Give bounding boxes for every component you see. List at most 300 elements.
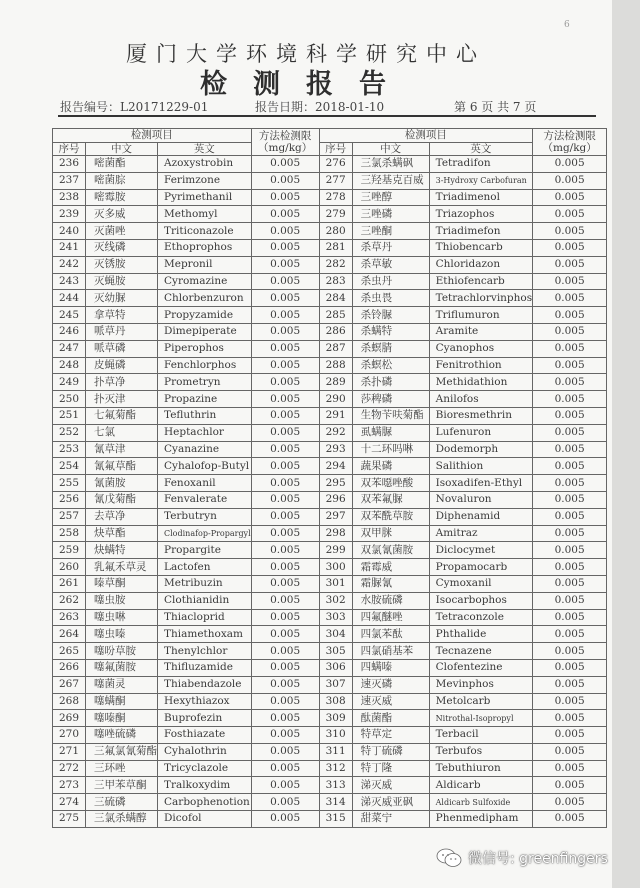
detection-limit: 0.005: [533, 643, 607, 660]
row-number: 291: [319, 407, 352, 424]
chinese-name: 灭锈胺: [86, 256, 158, 273]
row-number: 309: [319, 710, 352, 727]
english-name: Cyhalofop-Butyl: [158, 458, 252, 475]
chinese-name: 速灭磷: [352, 676, 429, 693]
chinese-name: 莎稗磷: [352, 391, 429, 408]
english-name: Salithion: [429, 458, 533, 475]
english-name: Cyanazine: [158, 441, 252, 458]
english-name: Thifluzamide: [158, 659, 252, 676]
detection-limit: 0.005: [251, 508, 319, 525]
english-name: Diclocymet: [429, 542, 533, 559]
chinese-name: 特丁隆: [352, 760, 429, 777]
english-name: Bioresmethrin: [429, 407, 533, 424]
table-row: [53, 424, 607, 441]
chinese-name: 虱螨脲: [352, 424, 429, 441]
row-number: 304: [319, 626, 352, 643]
chinese-name: 杀草丹: [352, 239, 429, 256]
table-row: [53, 407, 607, 424]
row-number: 295: [319, 475, 352, 492]
english-name: Metolcarb: [429, 693, 533, 710]
detection-limit: 0.005: [251, 659, 319, 676]
row-number: 268: [53, 693, 86, 710]
detection-limit: 0.005: [251, 189, 319, 206]
row-number: 279: [319, 206, 352, 223]
chinese-name: 三氯杀螨醇: [86, 811, 158, 828]
chinese-name: 扑草净: [86, 374, 158, 391]
english-name: Diphenamid: [429, 508, 533, 525]
row-number: 274: [53, 794, 86, 811]
chinese-name: 三羟基克百威: [352, 172, 429, 189]
table-row: [53, 239, 607, 256]
row-number: 300: [319, 559, 352, 576]
col-cn: 中文: [352, 142, 429, 156]
row-number: 285: [319, 307, 352, 324]
detection-limit: 0.005: [533, 626, 607, 643]
detection-limit: 0.005: [533, 475, 607, 492]
chinese-name: 灭菌唑: [86, 223, 158, 240]
detection-limit: 0.005: [251, 340, 319, 357]
english-name: Tetrachlorvinphos: [429, 290, 533, 307]
chinese-name: 三氯杀螨砜: [352, 156, 429, 173]
row-number: 312: [319, 760, 352, 777]
chinese-name: 嘧霉胺: [86, 189, 158, 206]
english-name: Prometryn: [158, 374, 252, 391]
detection-limit: 0.005: [251, 794, 319, 811]
limit-header-left: [251, 129, 319, 156]
report-number: 报告编号：L20171229-01: [60, 100, 209, 114]
row-number: 247: [53, 340, 86, 357]
chinese-name: 杀铃脲: [352, 307, 429, 324]
detection-limit: 0.005: [251, 626, 319, 643]
chinese-name: 三环唑: [86, 760, 158, 777]
table-row: [53, 172, 607, 189]
chinese-name: 哌草丹: [86, 323, 158, 340]
english-name: Clofentezine: [429, 659, 533, 676]
row-number: 297: [319, 508, 352, 525]
row-number: 308: [319, 693, 352, 710]
chinese-name: 杀虫丹: [352, 273, 429, 290]
english-name: Tefluthrin: [158, 407, 252, 424]
table-row: [53, 575, 607, 592]
row-number: 287: [319, 340, 352, 357]
detection-limit: 0.005: [251, 710, 319, 727]
detection-limit: 0.005: [251, 777, 319, 794]
detection-limit: 0.005: [251, 357, 319, 374]
english-name: Aldicarb: [429, 777, 533, 794]
english-name: Thiamethoxam: [158, 626, 252, 643]
chinese-name: 氰氟草酯: [86, 458, 158, 475]
detection-limit: 0.005: [533, 743, 607, 760]
chinese-name: 噻虫胺: [86, 592, 158, 609]
results-table: [52, 128, 607, 828]
table-row: [53, 290, 607, 307]
english-name: Phthalide: [429, 626, 533, 643]
table-row: [53, 727, 607, 744]
chinese-name: 七氟菊酯: [86, 407, 158, 424]
english-name: Triazophos: [429, 206, 533, 223]
english-name: Dimepiperate: [158, 323, 252, 340]
col-no: 序号: [53, 142, 86, 156]
chinese-name: 拿草特: [86, 307, 158, 324]
detection-limit: 0.005: [251, 559, 319, 576]
detection-limit: 0.005: [251, 760, 319, 777]
detection-limit: 0.005: [533, 777, 607, 794]
chinese-name: 三唑酮: [352, 223, 429, 240]
table-row: [53, 659, 607, 676]
report-date: 报告日期：2018-01-10: [255, 100, 385, 114]
detection-limit: 0.005: [533, 206, 607, 223]
chinese-name: 嘧菌酯: [86, 156, 158, 173]
chinese-name: 乳氟禾草灵: [86, 559, 158, 576]
english-name: Ferimzone: [158, 172, 252, 189]
detection-limit: 0.005: [533, 223, 607, 240]
english-name: Amitraz: [429, 525, 533, 542]
detection-limit: 0.005: [533, 760, 607, 777]
english-name: Clothianidin: [158, 592, 252, 609]
english-name: Propazine: [158, 391, 252, 408]
table-row: [53, 676, 607, 693]
chinese-name: 去草净: [86, 508, 158, 525]
chinese-name: 四氟醚唑: [352, 609, 429, 626]
detection-limit: 0.005: [533, 156, 607, 173]
row-number: 290: [319, 391, 352, 408]
detection-limit: 0.005: [533, 525, 607, 542]
english-name: Terbacil: [429, 727, 533, 744]
table-row: [53, 777, 607, 794]
detection-limit: 0.005: [251, 575, 319, 592]
chinese-name: 三氟氯氰菊酯: [86, 743, 158, 760]
col-no: 序号: [319, 142, 352, 156]
detection-limit: 0.005: [533, 290, 607, 307]
chinese-name: 三唑磷: [352, 206, 429, 223]
english-name: Triadimenol: [429, 189, 533, 206]
table-row: [53, 794, 607, 811]
chinese-name: 灭幼脲: [86, 290, 158, 307]
english-name: Isocarbophos: [429, 592, 533, 609]
chinese-name: 灭多威: [86, 206, 158, 223]
table-row: [53, 340, 607, 357]
english-name: Aramite: [429, 323, 533, 340]
english-name: Tetraconzole: [429, 609, 533, 626]
detection-limit: 0.005: [533, 559, 607, 576]
english-name: Propyzamide: [158, 307, 252, 324]
row-number: 282: [319, 256, 352, 273]
scan-edge: [612, 0, 640, 888]
detection-limit: 0.005: [533, 391, 607, 408]
row-number: 288: [319, 357, 352, 374]
detection-limit: 0.005: [533, 592, 607, 609]
chinese-name: 速灭威: [352, 693, 429, 710]
detection-limit: 0.005: [533, 273, 607, 290]
detection-limit: 0.005: [251, 592, 319, 609]
detection-limit: 0.005: [251, 743, 319, 760]
row-number: 265: [53, 643, 86, 660]
row-number: 305: [319, 643, 352, 660]
english-name: Anilofos: [429, 391, 533, 408]
row-number: 284: [319, 290, 352, 307]
english-name: Isoxadifen-Ethyl: [429, 475, 533, 492]
english-name: Aldicarb Sulfoxide: [429, 794, 533, 811]
detection-limit: 0.005: [533, 676, 607, 693]
chinese-name: 嘧菌腙: [86, 172, 158, 189]
corner-mark: 6: [564, 20, 570, 30]
english-name: Propargite: [158, 542, 252, 559]
detection-limit: 0.005: [251, 290, 319, 307]
row-number: 296: [319, 491, 352, 508]
table-row: [53, 743, 607, 760]
english-name: Terbutryn: [158, 508, 252, 525]
english-name: Clodinafop-Propargyl: [158, 525, 252, 542]
english-name: Heptachlor: [158, 424, 252, 441]
chinese-name: 噻氟菌胺: [86, 659, 158, 676]
row-number: 301: [319, 575, 352, 592]
table-row: [53, 189, 607, 206]
table-row: [53, 559, 607, 576]
english-name: Methomyl: [158, 206, 252, 223]
detection-limit: 0.005: [533, 811, 607, 828]
chinese-name: 三唑醇: [352, 189, 429, 206]
detection-limit: 0.005: [251, 643, 319, 660]
table-row: [53, 525, 607, 542]
chinese-name: 双苯噁唑酸: [352, 475, 429, 492]
row-number: 313: [319, 777, 352, 794]
detection-limit: 0.005: [533, 575, 607, 592]
chinese-name: 水胺硫磷: [352, 592, 429, 609]
row-number: 302: [319, 592, 352, 609]
table-row: [53, 609, 607, 626]
chinese-name: 氰戊菊酯: [86, 491, 158, 508]
page-info: 第 6 页 共 7 页: [454, 100, 537, 114]
english-name: Triflumuron: [429, 307, 533, 324]
english-name: Triadimefon: [429, 223, 533, 240]
english-name: Thenylchlor: [158, 643, 252, 660]
table-row: [53, 391, 607, 408]
table-row: [53, 693, 607, 710]
subheader-row: [53, 142, 607, 156]
row-number: 314: [319, 794, 352, 811]
english-name: Tecnazene: [429, 643, 533, 660]
row-number: 299: [319, 542, 352, 559]
english-name: Tricyclazole: [158, 760, 252, 777]
detection-limit: 0.005: [251, 424, 319, 441]
detection-limit: 0.005: [533, 710, 607, 727]
group-header-right: 检测项目: [319, 129, 533, 143]
english-name: Fosthiazate: [158, 727, 252, 744]
chinese-name: 特草定: [352, 727, 429, 744]
detection-limit: 0.005: [251, 391, 319, 408]
detection-limit: 0.005: [251, 525, 319, 542]
english-name: Triticonazole: [158, 223, 252, 240]
detection-limit: 0.005: [251, 609, 319, 626]
english-name: Pyrimethanil: [158, 189, 252, 206]
row-number: 252: [53, 424, 86, 441]
detection-limit: 0.005: [251, 475, 319, 492]
table-row: [53, 357, 607, 374]
row-number: 259: [53, 542, 86, 559]
table-row: [53, 811, 607, 828]
row-number: 266: [53, 659, 86, 676]
english-name: Nitrothal-Isopropyl: [429, 710, 533, 727]
row-number: 286: [319, 323, 352, 340]
english-name: Hexythiazox: [158, 693, 252, 710]
row-number: 239: [53, 206, 86, 223]
table-row: [53, 592, 607, 609]
detection-limit: 0.005: [533, 307, 607, 324]
chinese-name: 皮蝇磷: [86, 357, 158, 374]
detection-limit: 0.005: [533, 424, 607, 441]
english-name: Thiabendazole: [158, 676, 252, 693]
chinese-name: 噻虫嗪: [86, 626, 158, 643]
detection-limit: 0.005: [533, 239, 607, 256]
english-name: Mepronil: [158, 256, 252, 273]
english-name: Fenvalerate: [158, 491, 252, 508]
table-body: [53, 156, 607, 828]
detection-limit: 0.005: [251, 323, 319, 340]
english-name: Lufenuron: [429, 424, 533, 441]
english-name: Novaluron: [429, 491, 533, 508]
row-number: 238: [53, 189, 86, 206]
row-number: 241: [53, 239, 86, 256]
english-name: Mevinphos: [429, 676, 533, 693]
limit-unit: （mg/kg）: [542, 142, 597, 154]
chinese-name: 炔草酯: [86, 525, 158, 542]
table-row: [53, 374, 607, 391]
row-number: 237: [53, 172, 86, 189]
row-number: 258: [53, 525, 86, 542]
chinese-name: 扑灭津: [86, 391, 158, 408]
row-number: 293: [319, 441, 352, 458]
row-number: 294: [319, 458, 352, 475]
detection-limit: 0.005: [533, 340, 607, 357]
detection-limit: 0.005: [533, 542, 607, 559]
chinese-name: 灭蝇胺: [86, 273, 158, 290]
english-name: Propamocarb: [429, 559, 533, 576]
chinese-name: 特丁硫磷: [352, 743, 429, 760]
header-row: [53, 129, 607, 143]
row-number: 310: [319, 727, 352, 744]
chinese-name: 氰菌胺: [86, 475, 158, 492]
table-row: [53, 508, 607, 525]
english-name: Thiobencarb: [429, 239, 533, 256]
chinese-name: 噻菌灵: [86, 676, 158, 693]
chinese-name: 噻吩草胺: [86, 643, 158, 660]
table-row: [53, 710, 607, 727]
row-number: 248: [53, 357, 86, 374]
row-number: 243: [53, 273, 86, 290]
row-number: 273: [53, 777, 86, 794]
english-name: Fenitrothion: [429, 357, 533, 374]
row-number: 303: [319, 609, 352, 626]
detection-limit: 0.005: [251, 811, 319, 828]
row-number: 262: [53, 592, 86, 609]
english-name: Phenmedipham: [429, 811, 533, 828]
row-number: 236: [53, 156, 86, 173]
english-name: Metribuzin: [158, 575, 252, 592]
chinese-name: 杀扑磷: [352, 374, 429, 391]
chinese-name: 杀虫畏: [352, 290, 429, 307]
detection-limit: 0.005: [533, 693, 607, 710]
english-name: Methidathion: [429, 374, 533, 391]
english-name: Dodemorph: [429, 441, 533, 458]
chinese-name: 双苯酰草胺: [352, 508, 429, 525]
detection-limit: 0.005: [251, 441, 319, 458]
row-number: 278: [319, 189, 352, 206]
english-name: Azoxystrobin: [158, 156, 252, 173]
chinese-name: 生物苄呋菊酯: [352, 407, 429, 424]
detection-limit: 0.005: [533, 794, 607, 811]
chinese-name: 嗪草酮: [86, 575, 158, 592]
watermark-text: 微信号: greenfingers: [468, 851, 608, 867]
table-row: [53, 206, 607, 223]
chinese-name: 噻螨酮: [86, 693, 158, 710]
row-number: 307: [319, 676, 352, 693]
chinese-name: 杀螟腈: [352, 340, 429, 357]
detection-limit: 0.005: [251, 374, 319, 391]
chinese-name: 三硫磷: [86, 794, 158, 811]
detection-limit: 0.005: [251, 273, 319, 290]
chinese-name: 十二环吗啉: [352, 441, 429, 458]
table-row: [53, 458, 607, 475]
row-number: 253: [53, 441, 86, 458]
row-number: 250: [53, 391, 86, 408]
chinese-name: 杀草敏: [352, 256, 429, 273]
english-name: Fenchlorphos: [158, 357, 252, 374]
row-number: 263: [53, 609, 86, 626]
detection-limit: 0.005: [251, 156, 319, 173]
row-number: 272: [53, 760, 86, 777]
chinese-name: 双苯氟脲: [352, 491, 429, 508]
detection-limit: 0.005: [251, 407, 319, 424]
detection-limit: 0.005: [533, 357, 607, 374]
col-en: 英文: [158, 142, 252, 156]
english-name: Cyhalothrin: [158, 743, 252, 760]
table-row: [53, 643, 607, 660]
institution-name: 厦门大学环境科学研究中心: [126, 42, 486, 66]
english-name: Tralkoxydim: [158, 777, 252, 794]
chinese-name: 四氯苯酞: [352, 626, 429, 643]
row-number: 277: [319, 172, 352, 189]
english-name: Fenoxanil: [158, 475, 252, 492]
row-number: 281: [319, 239, 352, 256]
row-number: 246: [53, 323, 86, 340]
row-number: 261: [53, 575, 86, 592]
table-row: [53, 626, 607, 643]
chinese-name: 蔬果磷: [352, 458, 429, 475]
chinese-name: 灭线磷: [86, 239, 158, 256]
chinese-name: 双甲脒: [352, 525, 429, 542]
row-number: 292: [319, 424, 352, 441]
detection-limit: 0.005: [251, 676, 319, 693]
english-name: 3-Hydroxy Carbofuran: [429, 172, 533, 189]
row-number: 267: [53, 676, 86, 693]
row-number: 255: [53, 475, 86, 492]
english-name: Terbufos: [429, 743, 533, 760]
english-name: Ethiofencarb: [429, 273, 533, 290]
watermark: [436, 848, 608, 868]
table-row: [53, 156, 607, 173]
chinese-name: 噻嗪酮: [86, 710, 158, 727]
english-name: Buprofezin: [158, 710, 252, 727]
chinese-name: 甜菜宁: [352, 811, 429, 828]
row-number: 264: [53, 626, 86, 643]
limit-label: 方法检测限: [258, 130, 312, 142]
table-row: [53, 542, 607, 559]
detection-limit: 0.005: [251, 727, 319, 744]
english-name: Piperophos: [158, 340, 252, 357]
english-name: Carbophenotion: [158, 794, 252, 811]
row-number: 283: [319, 273, 352, 290]
chinese-name: 酞菌酯: [352, 710, 429, 727]
